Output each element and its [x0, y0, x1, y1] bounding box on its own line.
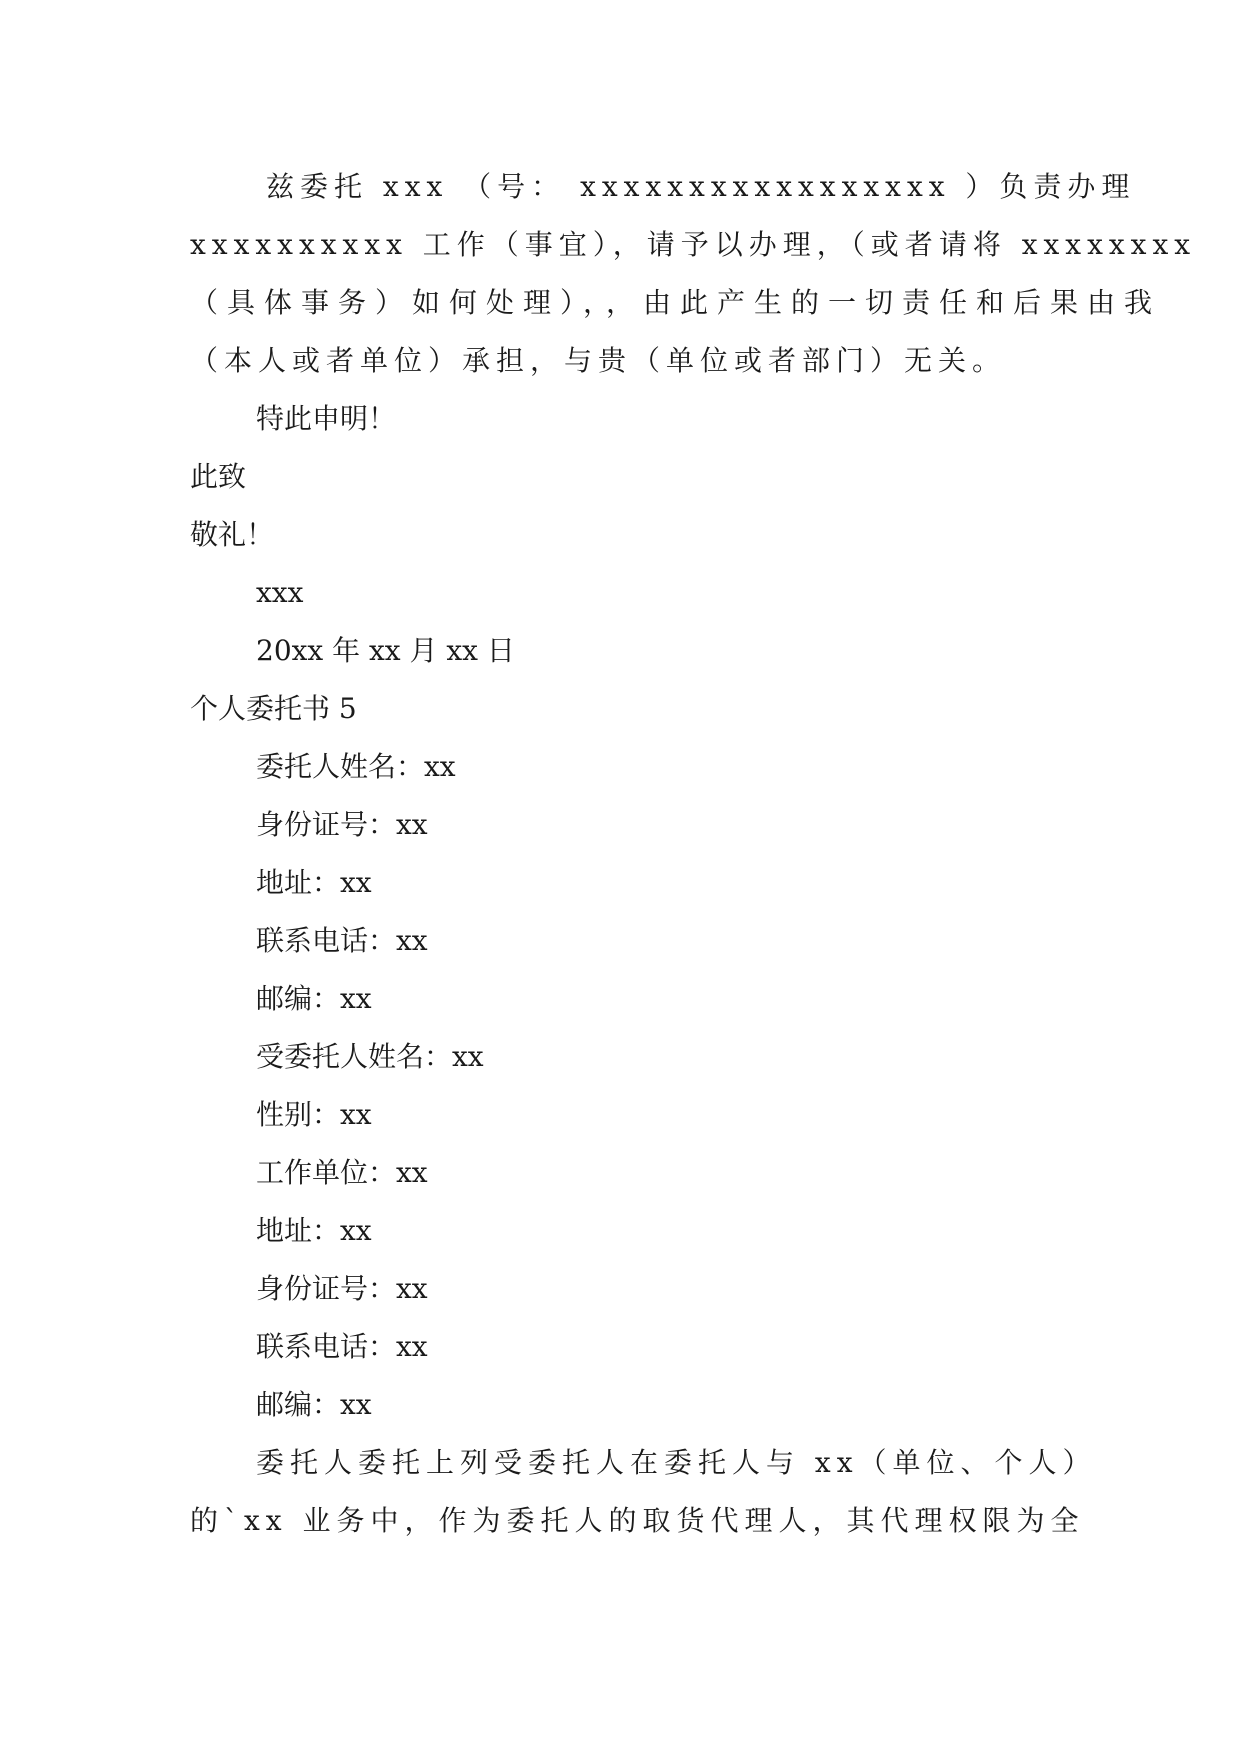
salutation-line-1: 此致 — [190, 460, 247, 493]
agent-gender: 性别：xx — [256, 1098, 372, 1131]
principal-id-number: 身份证号：xx — [256, 808, 428, 841]
agent-address: 地址：xx — [256, 1214, 372, 1247]
paragraph-line: 委托人委托上列受委托人在委托人与 xx（单位、个人） — [256, 1446, 1097, 1479]
mandate-paragraph — [190, 1434, 1097, 1550]
paragraph-line: xxxxxxxxxx 工作（事宜），请予以办理，（或者请将 xxxxxxxx — [190, 228, 1197, 261]
section-title: 个人委托书 5 — [190, 692, 357, 725]
principal-name: 委托人姓名：xx — [256, 750, 456, 783]
agent-workplace: 工作单位：xx — [256, 1156, 428, 1189]
paragraph-line: 的`xx 业务中，作为委托人的取货代理人，其代理权限为全 — [190, 1504, 1085, 1537]
paragraph-line: （具体事务）如何处理），，由此产生的一切责任和后果由我 — [190, 286, 1162, 319]
principal-phone: 联系电话：xx — [256, 924, 428, 957]
agent-id-number: 身份证号：xx — [256, 1272, 428, 1305]
paragraph-line: （本人或者单位）承担，与贵（单位或者部门）无关。 — [190, 344, 1007, 377]
signer-name: xxx — [256, 576, 304, 609]
signature-date: 20xx 年 xx 月 xx 日 — [256, 634, 515, 667]
agent-name: 受委托人姓名：xx — [256, 1040, 484, 1073]
paragraph-line: 兹委托 xxx （号： xxxxxxxxxxxxxxxxx ）负责办理 — [266, 170, 1136, 203]
principal-address: 地址：xx — [256, 866, 372, 899]
agent-postcode: 邮编：xx — [256, 1388, 372, 1421]
salutation-line-2: 敬礼！ — [190, 518, 275, 551]
authorization-paragraph — [190, 158, 1197, 390]
declaration: 特此申明！ — [256, 402, 397, 435]
principal-postcode: 邮编：xx — [256, 982, 372, 1015]
agent-phone: 联系电话：xx — [256, 1330, 428, 1363]
document-body — [190, 158, 1197, 1550]
